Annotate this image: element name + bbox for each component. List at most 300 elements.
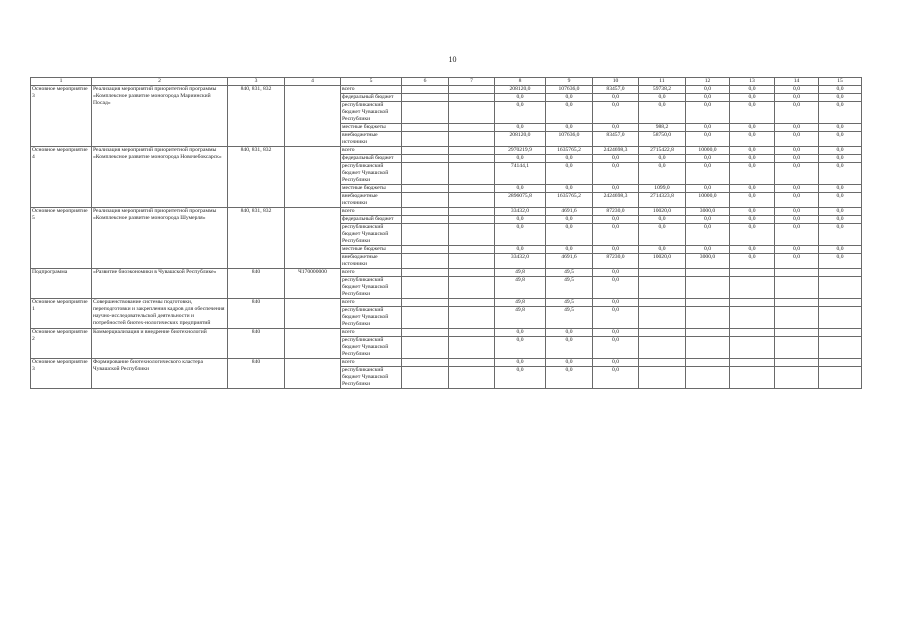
empty-cell [449, 359, 495, 367]
empty-cell [402, 185, 449, 193]
page-number: 10 [448, 55, 457, 64]
value-cell: 0,0 [775, 208, 819, 216]
value-cell: 0,0 [775, 132, 819, 147]
value-cell: 49,5 [546, 307, 593, 329]
funding-source: республиканский бюджет Чувашской Республики [341, 277, 402, 299]
value-cell: 0,0 [686, 86, 730, 94]
funding-source: местные бюджеты [341, 246, 402, 254]
table-row [31, 359, 862, 367]
value-cell: 49,5 [546, 299, 593, 307]
value-cell: 0,0 [730, 94, 775, 102]
empty-cell [449, 254, 495, 269]
value-cell: 0,0 [639, 155, 686, 163]
empty-cell [686, 367, 730, 389]
empty-cell [686, 359, 730, 367]
value-cell: 0,0 [593, 224, 639, 246]
empty-cell [402, 163, 449, 185]
value-cell: 0,0 [546, 246, 593, 254]
value-cell: 0,0 [819, 246, 862, 254]
value-cell: 0,0 [819, 163, 862, 185]
value-cell: 0,0 [775, 124, 819, 132]
value-cell: 49,5 [546, 269, 593, 277]
funding-source: республиканский бюджет Чувашской Республики [341, 307, 402, 329]
value-cell: 0,0 [819, 102, 862, 124]
empty-cell [819, 359, 862, 367]
empty-cell [402, 132, 449, 147]
value-cell: 2424698,3 [593, 147, 639, 155]
measure-description: Коммерциализация и внедрение биотехнологий [92, 329, 228, 359]
value-cell: 208120,0 [495, 86, 546, 94]
empty-cell [449, 216, 495, 224]
value-cell: 0,0 [546, 102, 593, 124]
value-cell: 0,0 [495, 124, 546, 132]
empty-cell [449, 193, 495, 208]
value-cell: 0,0 [593, 329, 639, 337]
empty-cell [639, 299, 686, 307]
funding-source: федеральный бюджет [341, 94, 402, 102]
value-cell: 0,0 [819, 254, 862, 269]
empty-cell [449, 367, 495, 389]
funding-source: местные бюджеты [341, 124, 402, 132]
value-cell: 0,0 [639, 216, 686, 224]
value-cell: 4691,6 [546, 208, 593, 216]
measure-name: Основное мероприятие 3 [31, 359, 92, 389]
value-cell: 0,0 [495, 224, 546, 246]
value-cell: 0,0 [730, 147, 775, 155]
funding-source: всего [341, 329, 402, 337]
funding-source: местные бюджеты [341, 185, 402, 193]
value-cell: 49,5 [546, 277, 593, 299]
responsible-codes: 840 [228, 299, 285, 329]
value-cell: 0,0 [593, 307, 639, 329]
empty-cell [819, 299, 862, 307]
measure-name: Основное мероприятие 4 [31, 147, 92, 208]
value-cell: 0,0 [819, 132, 862, 147]
empty-cell [402, 269, 449, 277]
empty-cell [639, 337, 686, 359]
value-cell: 0,0 [686, 94, 730, 102]
empty-cell [402, 359, 449, 367]
column-number-11: 11 [639, 78, 686, 86]
funding-source: республиканский бюджет Чувашской Республики [341, 224, 402, 246]
value-cell: 0,0 [730, 224, 775, 246]
empty-cell [730, 337, 775, 359]
measure-name: Основное мероприятие 2 [31, 329, 92, 359]
column-number-9: 9 [546, 78, 593, 86]
empty-cell [686, 269, 730, 277]
empty-cell [449, 224, 495, 246]
value-cell: 0,0 [593, 299, 639, 307]
value-cell: 3000,0 [686, 254, 730, 269]
value-cell: 0,0 [593, 155, 639, 163]
value-cell: 0,0 [495, 359, 546, 367]
empty-cell [686, 307, 730, 329]
empty-cell [402, 216, 449, 224]
value-cell: 0,0 [593, 124, 639, 132]
table-row [31, 86, 862, 94]
funding-source: республиканский бюджет Чувашской Республики [341, 102, 402, 124]
empty-cell [402, 94, 449, 102]
value-cell: 0,0 [775, 163, 819, 185]
value-cell: 0,0 [730, 124, 775, 132]
value-cell: 0,0 [775, 102, 819, 124]
measure-name: Основное мероприятие 3 [31, 86, 92, 147]
value-cell: 0,0 [730, 163, 775, 185]
empty-cell [449, 102, 495, 124]
table-row [31, 269, 862, 277]
value-cell: 1099,0 [639, 185, 686, 193]
value-cell: 0,0 [819, 185, 862, 193]
empty-cell [402, 254, 449, 269]
measure-name: Подпрограмма [31, 269, 92, 299]
empty-cell [402, 193, 449, 208]
column-number-12: 12 [686, 78, 730, 86]
empty-cell [639, 269, 686, 277]
value-cell: 0,0 [686, 163, 730, 185]
column-number-10: 10 [593, 78, 639, 86]
funding-source: республиканский бюджет Чувашской Республики [341, 337, 402, 359]
empty-cell [402, 337, 449, 359]
value-cell: 59738,2 [639, 86, 686, 94]
value-cell: 2714323,8 [639, 193, 686, 208]
value-cell: 2896075,8 [495, 193, 546, 208]
value-cell: 0,0 [593, 163, 639, 185]
column-number-14: 14 [775, 78, 819, 86]
value-cell: 0,0 [546, 155, 593, 163]
value-cell: 0,0 [639, 246, 686, 254]
value-cell: 0,0 [819, 208, 862, 216]
measure-description: Реализация мероприятий приоритетной программы «Комплексное развитие моногорода Мариинский Посад» [92, 86, 228, 147]
value-cell: 0,0 [495, 102, 546, 124]
value-cell: 208120,0 [495, 132, 546, 147]
value-cell: 74144,1 [495, 163, 546, 185]
value-cell: 0,0 [546, 163, 593, 185]
value-cell: 0,0 [819, 224, 862, 246]
value-cell: 0,0 [819, 124, 862, 132]
budget-code [285, 86, 341, 147]
measure-description: «Развитие биоэкономики в Чувашской Республике» [92, 269, 228, 299]
responsible-codes: 840 [228, 329, 285, 359]
value-cell: 0,0 [686, 155, 730, 163]
value-cell: 0,0 [819, 86, 862, 94]
value-cell: 0,0 [546, 359, 593, 367]
empty-cell [449, 337, 495, 359]
empty-cell [775, 359, 819, 367]
measure-description: Реализация мероприятий приоритетной программы «Комплексное развитие моногорода Новочебоксарск» [92, 147, 228, 208]
value-cell: 0,0 [546, 216, 593, 224]
value-cell: 0,0 [730, 216, 775, 224]
column-number-15: 15 [819, 78, 862, 86]
value-cell: 0,0 [730, 208, 775, 216]
value-cell: 0,0 [686, 102, 730, 124]
empty-cell [686, 329, 730, 337]
value-cell: 2970219,9 [495, 147, 546, 155]
empty-cell [402, 124, 449, 132]
empty-cell [402, 155, 449, 163]
responsible-codes: 840, 831, 832 [228, 86, 285, 147]
value-cell: 0,0 [730, 86, 775, 94]
empty-cell [730, 299, 775, 307]
empty-cell [449, 208, 495, 216]
value-cell: 49,8 [495, 269, 546, 277]
funding-source: всего [341, 269, 402, 277]
empty-cell [402, 208, 449, 216]
value-cell: 0,0 [546, 367, 593, 389]
funding-source: всего [341, 86, 402, 94]
empty-cell [819, 337, 862, 359]
value-cell: 58750,0 [639, 132, 686, 147]
funding-source: федеральный бюджет [341, 216, 402, 224]
table-row [31, 329, 862, 337]
value-cell: 0,0 [686, 246, 730, 254]
value-cell: 107636,0 [546, 132, 593, 147]
value-cell: 4691,6 [546, 254, 593, 269]
funding-source: всего [341, 299, 402, 307]
column-number-8: 8 [495, 78, 546, 86]
funding-source: федеральный бюджет [341, 155, 402, 163]
value-cell: 107636,0 [546, 86, 593, 94]
value-cell: 2715422,8 [639, 147, 686, 155]
empty-cell [449, 132, 495, 147]
value-cell: 0,0 [495, 94, 546, 102]
empty-cell [639, 359, 686, 367]
value-cell: 0,0 [495, 337, 546, 359]
measure-description: Формирование биотехнологического кластера Чувашской Республики [92, 359, 228, 389]
funding-source: внебюджетные источники [341, 193, 402, 208]
empty-cell [686, 299, 730, 307]
value-cell: 0,0 [730, 254, 775, 269]
empty-cell [775, 307, 819, 329]
value-cell: 0,0 [639, 102, 686, 124]
value-cell: 33432,0 [495, 254, 546, 269]
empty-cell [449, 299, 495, 307]
empty-cell [730, 329, 775, 337]
value-cell: 49,8 [495, 299, 546, 307]
column-number-5: 5 [341, 78, 402, 86]
value-cell: 0,0 [593, 277, 639, 299]
funding-source: республиканский бюджет Чувашской Республики [341, 163, 402, 185]
measure-description: Реализация мероприятий приоритетной программы «Комплексное развитие моногорода Шумерля» [92, 208, 228, 269]
budget-code [285, 329, 341, 359]
value-cell: 0,0 [775, 155, 819, 163]
value-cell: 0,0 [730, 246, 775, 254]
empty-cell [775, 269, 819, 277]
empty-cell [449, 185, 495, 193]
value-cell: 0,0 [593, 216, 639, 224]
value-cell: 0,0 [546, 224, 593, 246]
column-number-1: 1 [31, 78, 92, 86]
value-cell: 87230,0 [593, 254, 639, 269]
empty-cell [402, 102, 449, 124]
empty-cell [449, 147, 495, 155]
column-number-6: 6 [402, 78, 449, 86]
value-cell: 0,0 [546, 329, 593, 337]
funding-source: республиканский бюджет Чувашской Республики [341, 367, 402, 389]
funding-source: всего [341, 147, 402, 155]
empty-cell [639, 307, 686, 329]
value-cell: 83457,0 [593, 86, 639, 94]
responsible-codes: 840 [228, 269, 285, 299]
budget-code [285, 147, 341, 208]
empty-cell [449, 246, 495, 254]
value-cell: 0,0 [495, 246, 546, 254]
empty-cell [402, 367, 449, 389]
value-cell: 0,0 [639, 163, 686, 185]
empty-cell [819, 277, 862, 299]
value-cell: 3000,0 [686, 208, 730, 216]
empty-cell [402, 329, 449, 337]
value-cell: 0,0 [546, 185, 593, 193]
value-cell: 0,0 [775, 94, 819, 102]
empty-cell [730, 307, 775, 329]
empty-cell [449, 86, 495, 94]
value-cell: 0,0 [819, 147, 862, 155]
empty-cell [639, 367, 686, 389]
value-cell: 0,0 [495, 155, 546, 163]
empty-cell [775, 277, 819, 299]
value-cell: 10020,0 [639, 208, 686, 216]
value-cell: 988,2 [639, 124, 686, 132]
value-cell: 0,0 [819, 193, 862, 208]
value-cell: 0,0 [495, 185, 546, 193]
responsible-codes: 840 [228, 359, 285, 389]
value-cell: 0,0 [730, 132, 775, 147]
column-number-3: 3 [228, 78, 285, 86]
value-cell: 0,0 [775, 86, 819, 94]
empty-cell [402, 246, 449, 254]
empty-cell [402, 299, 449, 307]
value-cell: 49,8 [495, 307, 546, 329]
budget-table [30, 77, 862, 389]
empty-cell [449, 124, 495, 132]
value-cell: 0,0 [775, 147, 819, 155]
measure-name: Основное мероприятие 5 [31, 208, 92, 269]
value-cell: 0,0 [686, 224, 730, 246]
value-cell: 0,0 [819, 155, 862, 163]
value-cell: 0,0 [495, 367, 546, 389]
value-cell: 0,0 [593, 94, 639, 102]
measure-name: Основное мероприятие 1 [31, 299, 92, 329]
empty-cell [730, 277, 775, 299]
value-cell: 0,0 [775, 224, 819, 246]
measure-description: Совершенствование системы подготовки, переподготовки и закрепления кадров для обеспечения научно-исследовательской деятельности и потребностей биотех-нологических предприятий [92, 299, 228, 329]
empty-cell [402, 307, 449, 329]
value-cell: 2424698,3 [593, 193, 639, 208]
empty-cell [449, 269, 495, 277]
empty-cell [449, 277, 495, 299]
table-row [31, 147, 862, 155]
empty-cell [819, 307, 862, 329]
value-cell: 10000,0 [686, 193, 730, 208]
empty-cell [449, 329, 495, 337]
empty-cell [402, 147, 449, 155]
budget-code: Ч170000000 [285, 269, 341, 299]
value-cell: 0,0 [593, 337, 639, 359]
value-cell: 0,0 [730, 102, 775, 124]
empty-cell [449, 163, 495, 185]
responsible-codes: 840, 831, 832 [228, 208, 285, 269]
value-cell: 0,0 [546, 337, 593, 359]
value-cell: 0,0 [775, 193, 819, 208]
funding-source: внебюджетные источники [341, 132, 402, 147]
funding-source: всего [341, 359, 402, 367]
funding-source: всего [341, 208, 402, 216]
value-cell: 0,0 [593, 359, 639, 367]
column-number-2: 2 [92, 78, 228, 86]
empty-cell [639, 329, 686, 337]
empty-cell [402, 86, 449, 94]
value-cell: 10000,0 [686, 147, 730, 155]
value-cell: 0,0 [546, 94, 593, 102]
empty-cell [819, 329, 862, 337]
empty-cell [775, 329, 819, 337]
empty-cell [775, 367, 819, 389]
budget-code [285, 208, 341, 269]
empty-cell [730, 269, 775, 277]
value-cell: 0,0 [593, 185, 639, 193]
value-cell: 0,0 [639, 224, 686, 246]
value-cell: 83457,0 [593, 132, 639, 147]
empty-cell [730, 359, 775, 367]
empty-cell [449, 307, 495, 329]
empty-cell [775, 337, 819, 359]
empty-cell [639, 277, 686, 299]
empty-cell [686, 277, 730, 299]
value-cell: 0,0 [819, 94, 862, 102]
responsible-codes: 840, 831, 832 [228, 147, 285, 208]
column-number-4: 4 [285, 78, 341, 86]
value-cell: 0,0 [495, 329, 546, 337]
empty-cell [730, 367, 775, 389]
value-cell: 1635765,2 [546, 147, 593, 155]
value-cell: 0,0 [775, 185, 819, 193]
value-cell: 0,0 [593, 102, 639, 124]
value-cell: 0,0 [639, 94, 686, 102]
value-cell: 49,8 [495, 277, 546, 299]
table-row [31, 299, 862, 307]
value-cell: 0,0 [593, 367, 639, 389]
empty-cell [775, 299, 819, 307]
value-cell: 0,0 [775, 246, 819, 254]
empty-cell [449, 155, 495, 163]
value-cell: 0,0 [495, 216, 546, 224]
value-cell: 10020,0 [639, 254, 686, 269]
empty-cell [819, 269, 862, 277]
funding-source: внебюджетные источники [341, 254, 402, 269]
budget-code [285, 359, 341, 389]
value-cell: 0,0 [686, 132, 730, 147]
value-cell: 0,0 [730, 185, 775, 193]
value-cell: 0,0 [730, 155, 775, 163]
value-cell: 0,0 [686, 124, 730, 132]
column-number-row [31, 78, 862, 86]
value-cell: 0,0 [593, 269, 639, 277]
column-number-7: 7 [449, 78, 495, 86]
value-cell: 0,0 [593, 246, 639, 254]
value-cell: 33432,0 [495, 208, 546, 216]
value-cell: 0,0 [686, 185, 730, 193]
empty-cell [402, 277, 449, 299]
empty-cell [686, 337, 730, 359]
value-cell: 1635765,2 [546, 193, 593, 208]
empty-cell [819, 367, 862, 389]
value-cell: 0,0 [686, 216, 730, 224]
value-cell: 0,0 [775, 254, 819, 269]
value-cell: 0,0 [819, 216, 862, 224]
column-number-13: 13 [730, 78, 775, 86]
value-cell: 0,0 [775, 216, 819, 224]
empty-cell [449, 94, 495, 102]
